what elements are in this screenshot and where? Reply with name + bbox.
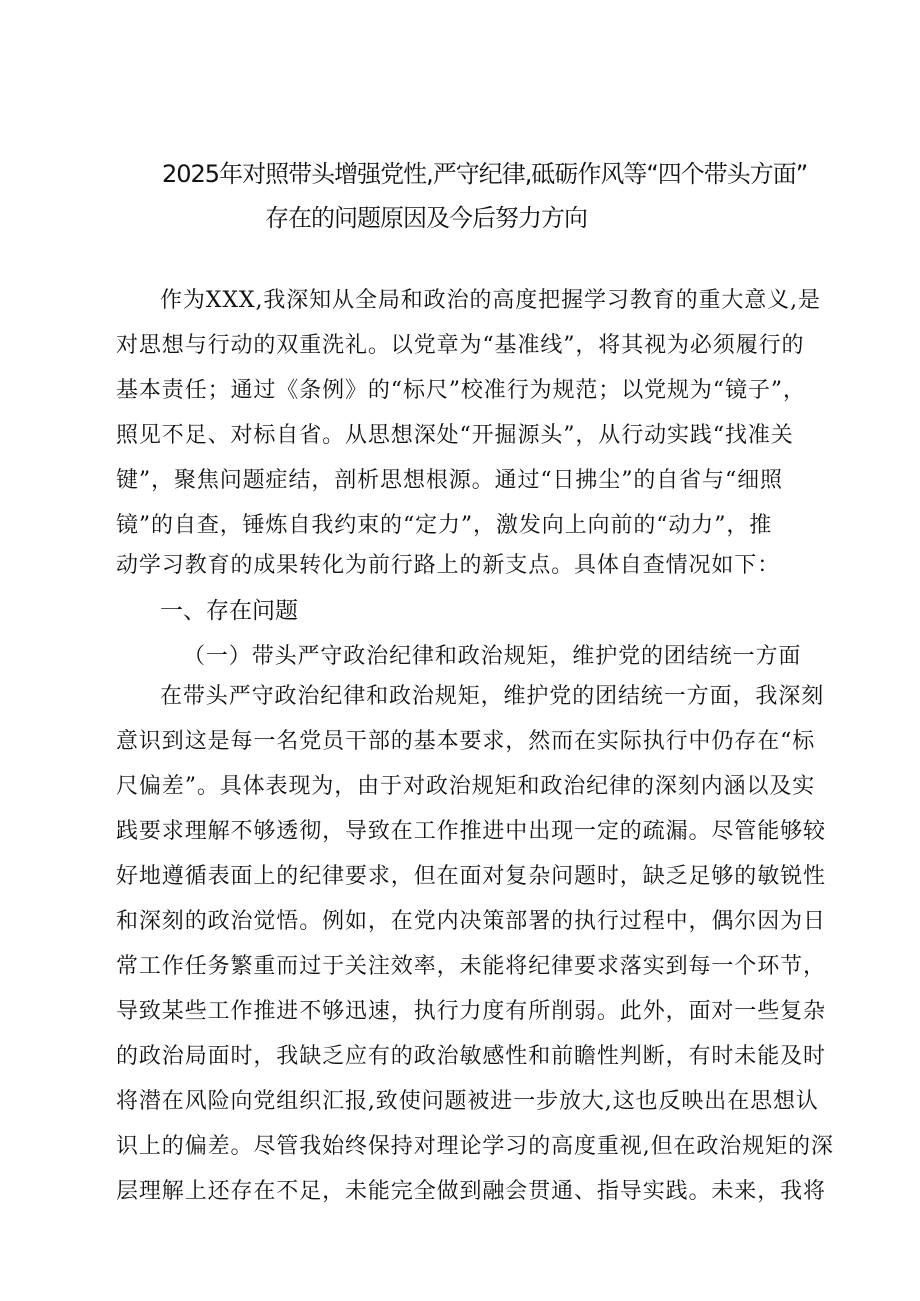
document-title-line-2: 存在的问题原因及今后努力方向	[265, 204, 587, 232]
body-line: 意识到这是每一名党员干部的基本要求，然而在实际执行中仍存在“标	[116, 729, 816, 754]
intro-line: 基本责任；通过《条例》的“标尺”校准行为规范；以党规为“镜子”，	[116, 378, 806, 403]
intro-line: 对思想与行动的双重洗礼。以党章为“基准线”，将其视为必须履行的	[116, 333, 805, 358]
section-heading: 一、存在问题	[160, 598, 298, 624]
body-line: 的政治局面时，我缺乏应有的政治敏感性和前瞻性判断，有时未能及时	[116, 1044, 826, 1069]
intro-line: 镜”的自查，锤炼自我约束的“定力”，激发向上向前的“动力”，推	[116, 513, 773, 538]
intro-line: 作为XXX,我深知从全局和政治的高度把握学习教育的重大意义,是	[160, 288, 821, 313]
body-line: 常工作任务繁重而过于关注效率，未能将纪律要求落实到每一个环节，	[116, 954, 826, 979]
body-line: 践要求理解不够透彻，导致在工作推进中出现一定的疏漏。尽管能够较	[116, 819, 826, 844]
body-line: 层理解上还存在不足，未能完全做到融会贯通、指导实践。未来，我将	[116, 1179, 826, 1204]
document-title-line-1: 2025年对照带头增强党性,严守纪律,砥砺作风等“四个带头方面”	[162, 160, 808, 188]
subsection-heading: （一）带头严守政治纪律和政治规矩，维护党的团结统一方面	[183, 644, 802, 669]
body-line: 尺偏差”。具体表现为，由于对政治规矩和政治纪律的深刻内涵以及实	[116, 774, 816, 799]
body-line: 导致某些工作推进不够迅速，执行力度有所削弱。此外，面对一些复杂	[116, 999, 826, 1024]
body-line: 识上的偏差。尽管我始终保持对理论学习的高度重视,但在政治规矩的深	[116, 1134, 834, 1159]
intro-line: 键”，聚焦问题症结，剖析思想根源。通过“日拂尘”的自省与“细照	[116, 468, 783, 493]
body-line: 将潜在风险向党组织汇报,致使问题被进一步放大,这也反映出在思想认	[116, 1089, 819, 1114]
intro-line: 动学习教育的成果转化为前行路上的新支点。具体自查情况如下：	[116, 553, 781, 578]
body-line: 在带头严守政治纪律和政治规矩，维护党的团结统一方面，我深刻	[160, 684, 825, 709]
intro-line: 照见不足、对标自省。从思想深处“开掘源头”，从行动实践“找准关	[116, 423, 794, 448]
body-line: 好地遵循表面上的纪律要求，但在面对复杂问题时，缺乏足够的敏锐性	[116, 864, 826, 889]
body-line: 和深刻的政治觉悟。例如，在党内决策部署的执行过程中，偶尔因为日	[116, 909, 826, 934]
